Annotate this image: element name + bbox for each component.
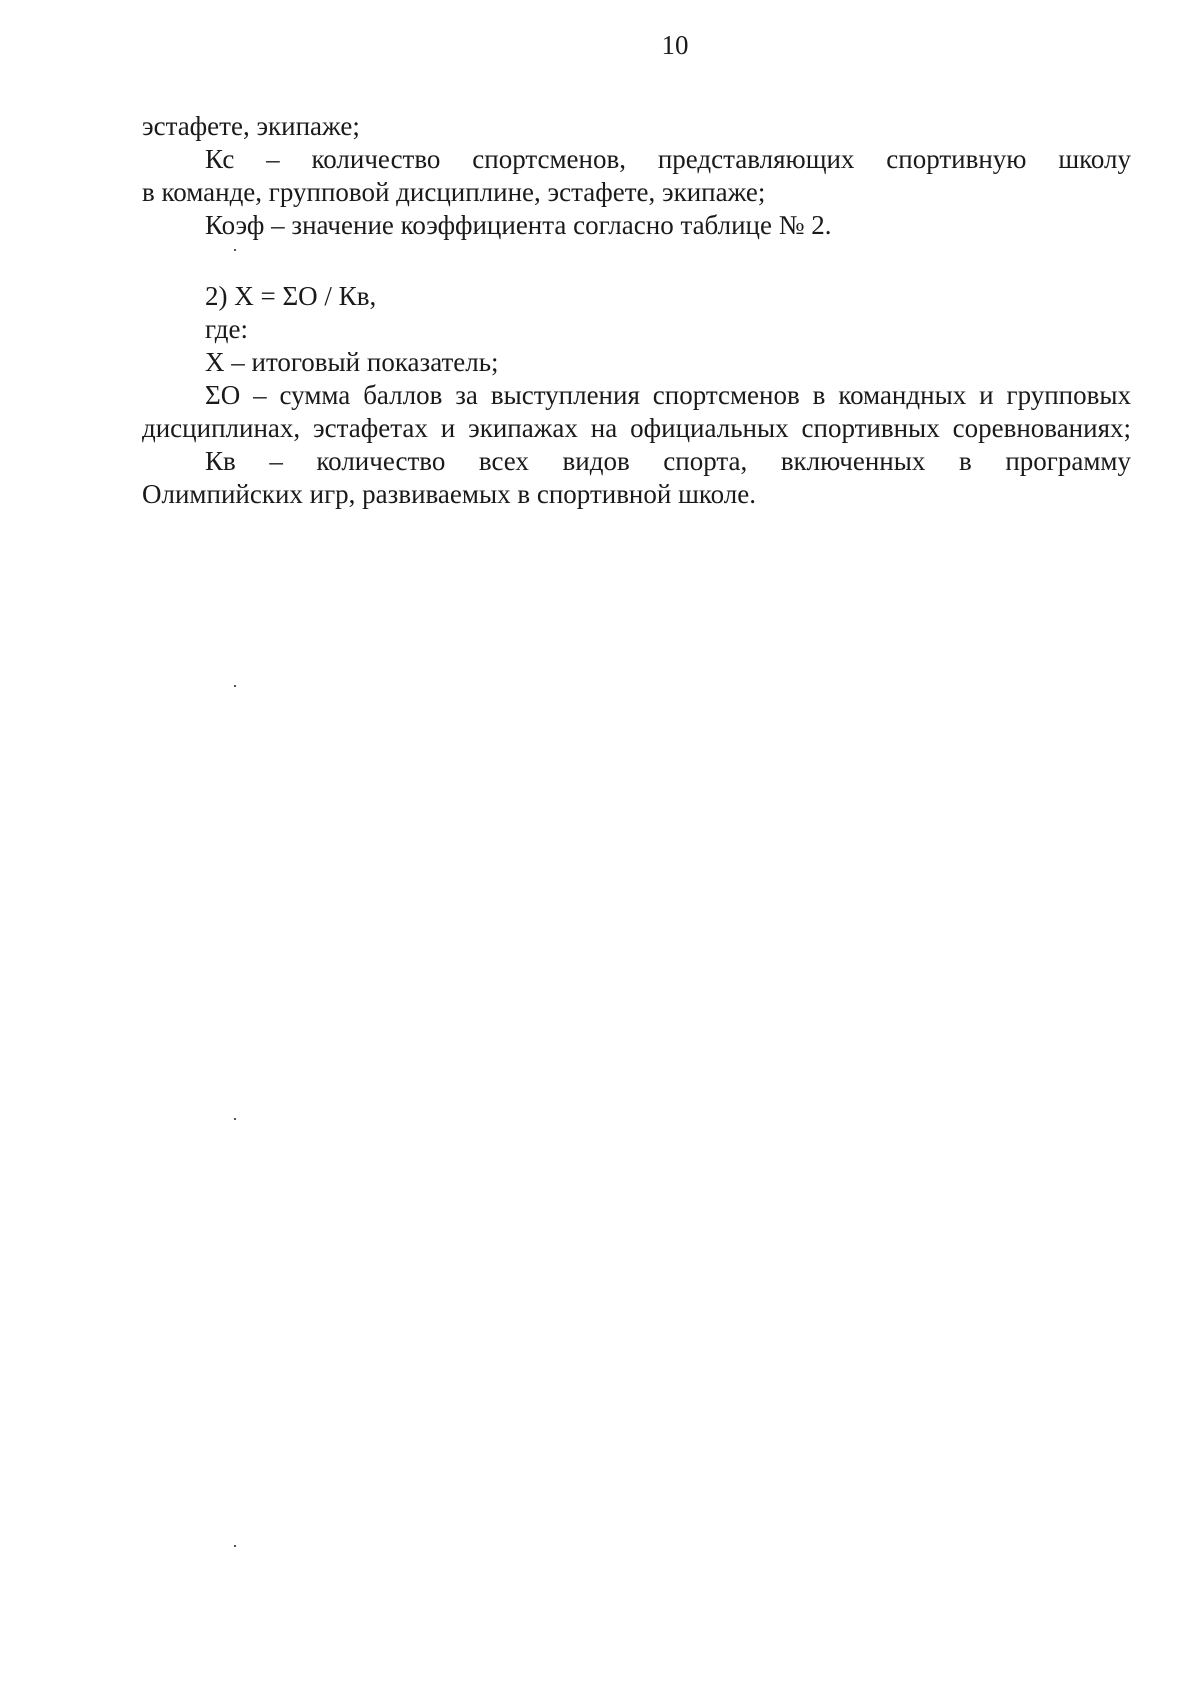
definition-kv-line-2: Олимпийских игр, развиваемых в спортивной школе. [142,479,756,509]
spacer [142,242,1131,280]
definition-koef: Коэф – значение коэффициента согласно таблице № 2. [205,210,832,240]
definition-kc-line-2: в команде, групповой дисциплине, эстафете, экипаже; [142,177,766,207]
scan-speck [234,249,236,251]
scan-speck [234,1118,236,1120]
scan-speck [234,1545,236,1547]
definition-sum-line-2: дисциплинах, эстафетах и экипажах на официальных спортивных соревнованиях; [142,413,1131,443]
page-number: 10 [661,30,689,60]
definition-kv-line-1: Кв – количество всех видов спорта, включенных в программу [205,446,1131,476]
formula-2: 2) X = ΣО / Кв, [205,281,377,311]
definition-sum-line-1: ΣО – сумма баллов за выступления спортсменов в командных и групповых [205,380,1131,410]
paragraph-continuation: эстафете, экипаже; [142,111,360,141]
scan-speck [234,685,236,687]
definition-x: X – итоговый показатель; [205,347,499,377]
where-label: где: [205,314,248,344]
document-body [142,110,1131,511]
definition-kc-line-1: Кс – количество спортсменов, представляющих спортивную школу [205,144,1131,174]
